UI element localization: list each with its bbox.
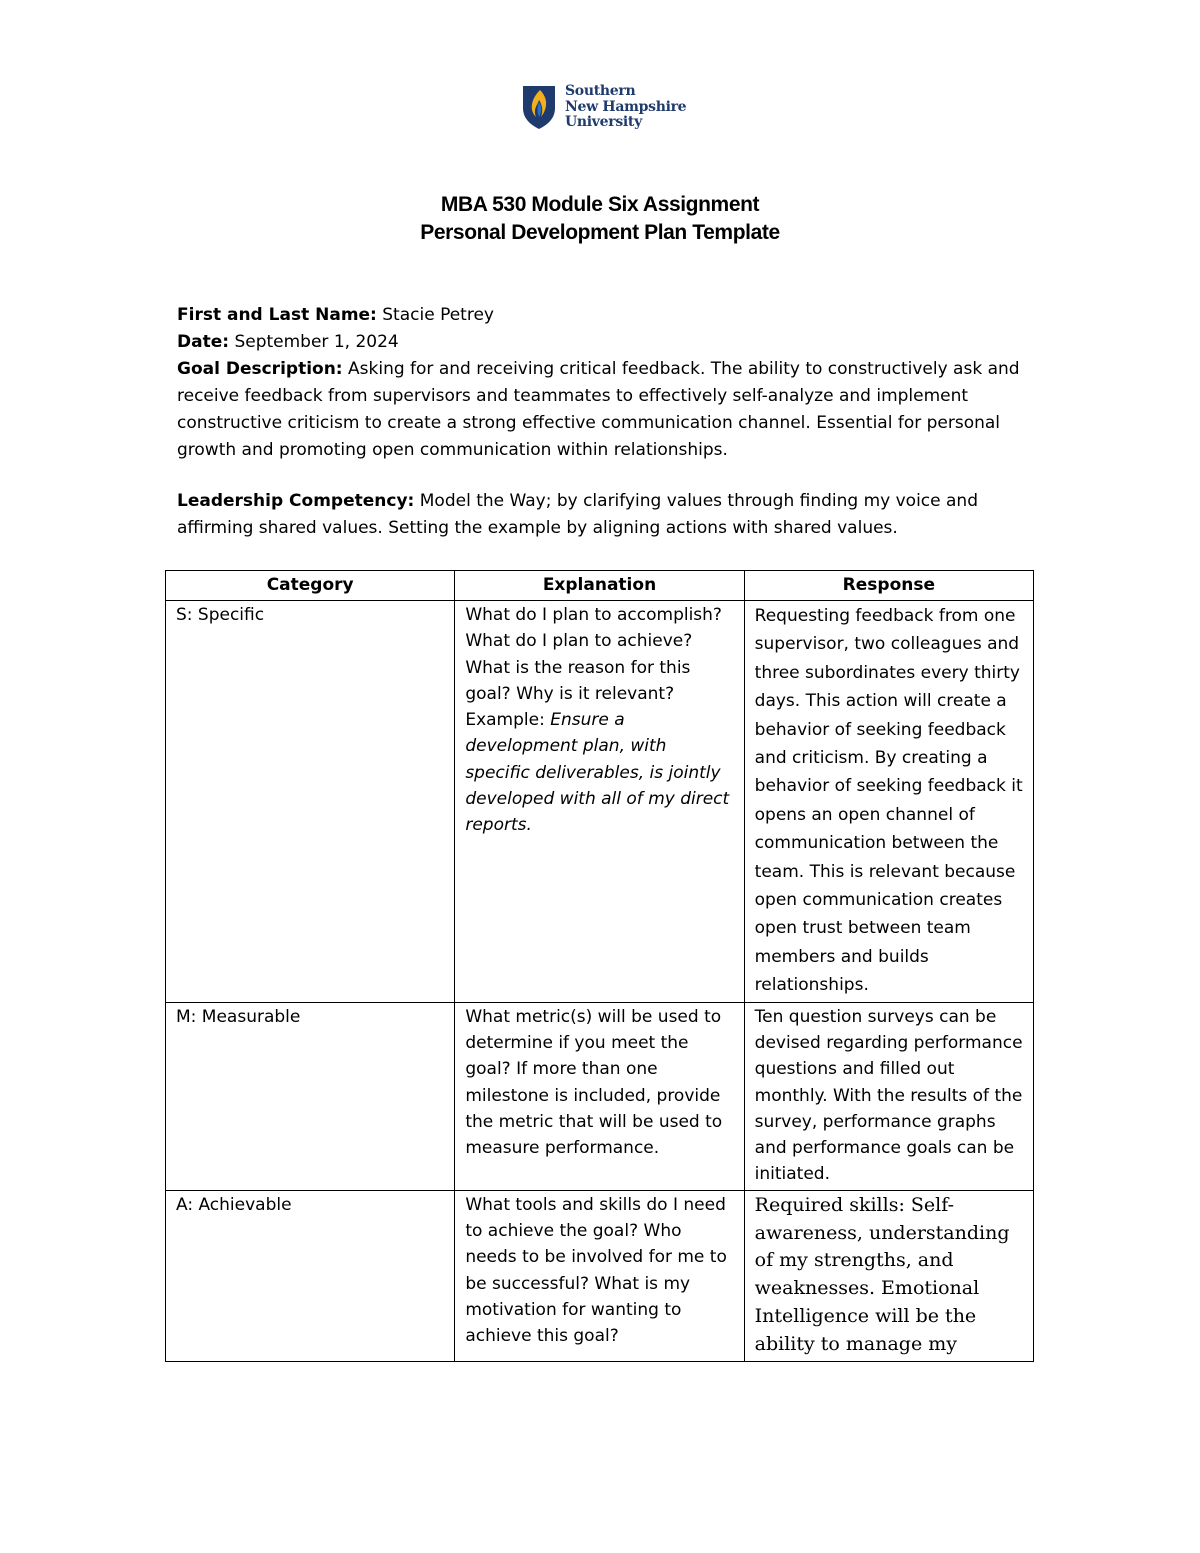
response-cell: Requesting feedback from one supervisor, two colleagues and three subordinates every thirty days. This action will create a behavior of seeking feedback and criticism. By creating a behavior of seeking feedback it opens an open channel of communication between the team. This is relevant because open communication creates open trust between team members and builds relationships. <box>744 601 1033 1003</box>
table-row <box>166 1190 1034 1361</box>
table-row <box>166 601 1034 1003</box>
header-explanation: Explanation <box>455 571 744 601</box>
date-line <box>177 329 1037 356</box>
logo-line-3: University <box>565 114 642 130</box>
name-line <box>177 302 1037 329</box>
header-category: Category <box>166 571 455 601</box>
explanation-cell: What tools and skills do I need to achieve the goal? Who needs to be involved for me to be successful? What is my motivation for wanting to achieve this goal? <box>455 1190 744 1361</box>
example-text: Ensure a development plan, with specific deliverables, is jointly developed with all of my direct reports. <box>465 710 730 836</box>
logo-line-1: Southern <box>565 83 636 99</box>
leadership-value: Model the Way; by clarifying values through finding my voice and affirming shared values. Setting the example by aligning actions with shared values. <box>177 491 978 538</box>
goal-value: Asking for and receiving critical feedback. The ability to constructively ask and receive feedback from supervisors and teammates to effectively self-analyze and implement constructive criticism to create a strong effective communication channel. Essential for personal growth and promoting open communication within relationships. <box>177 359 1020 460</box>
explanation-cell <box>455 601 744 1003</box>
document-subtitle: Personal Development Plan Template <box>420 221 780 244</box>
logo-line-2: New Hampshire <box>565 98 687 115</box>
name-label: First and Last Name: <box>177 305 377 325</box>
explanation-text: What do I plan to accomplish? What do I plan to achieve? What is the reason for this goal? Why is it relevant? <box>465 605 722 704</box>
table-header-row <box>166 571 1034 601</box>
goal-label: Goal Description: <box>177 359 343 379</box>
example-label: Example: <box>465 710 545 731</box>
response-cell: Ten question surveys can be devised regarding performance questions and filled out monthly. With the results of the survey, performance graphs and performance goals can be initiated. <box>744 1002 1033 1190</box>
explanation-cell: What metric(s) will be used to determine if you meet the goal? If more than one milestone is included, provide the metric that will be used to measure performance. <box>455 1002 744 1190</box>
leadership-label: Leadership Competency: <box>177 491 415 511</box>
shield-flame-icon <box>521 84 557 130</box>
header-response: Response <box>744 571 1033 601</box>
university-logo <box>521 84 686 131</box>
category-cell: A: Achievable <box>166 1190 455 1361</box>
category-cell: S: Specific <box>166 601 455 1003</box>
name-value: Stacie Petrey <box>382 305 494 325</box>
document-title: MBA 530 Module Six Assignment <box>440 193 760 216</box>
university-name <box>565 84 686 131</box>
date-value: September 1, 2024 <box>234 332 399 352</box>
date-label: Date: <box>177 332 230 352</box>
goal-description <box>177 356 1037 464</box>
smart-goal-table <box>165 570 1034 1362</box>
response-cell: Required skills: Self-awareness, understanding of my strengths, and weaknesses. Emotional Intelligence will be the ability to manage my <box>744 1190 1033 1361</box>
table-row <box>166 1002 1034 1190</box>
leadership-competency <box>177 488 1037 542</box>
category-cell: M: Measurable <box>166 1002 455 1190</box>
